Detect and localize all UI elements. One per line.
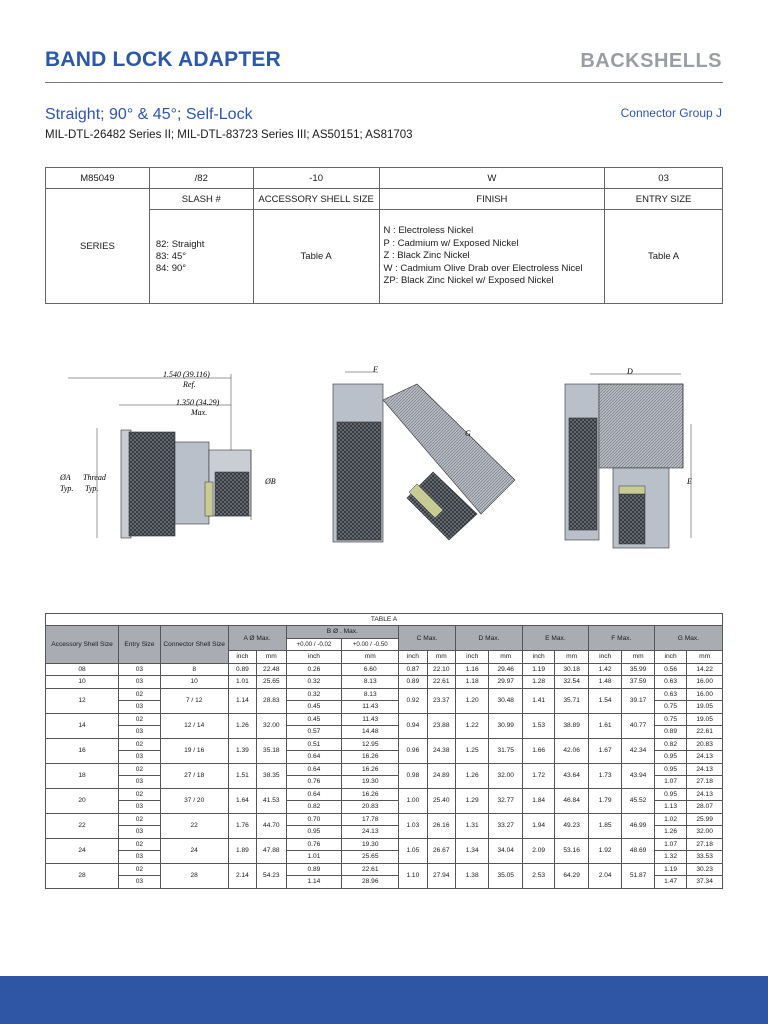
connector-shell-size-cell: 10 bbox=[160, 676, 228, 689]
g-mm-cell: 19.05 bbox=[687, 713, 723, 726]
d-mm-cell: 34.04 bbox=[489, 838, 522, 863]
accessory-shell-size-cell: 14 bbox=[46, 713, 119, 738]
col-header-g: G Max. bbox=[654, 626, 722, 651]
g-inch-cell: 0.56 bbox=[654, 663, 686, 676]
b-mm-cell: 25.65 bbox=[342, 851, 399, 864]
b-inch-cell: 1.14 bbox=[286, 876, 342, 889]
b-mm-cell: 11.43 bbox=[342, 701, 399, 714]
overall-length-label: 1.540 (39.116) bbox=[163, 370, 210, 379]
unit-mm: mm bbox=[489, 651, 522, 664]
b-mm-cell: 19.30 bbox=[342, 776, 399, 789]
b-inch-cell: 0.64 bbox=[286, 788, 342, 801]
b-inch-cell: 0.26 bbox=[286, 663, 342, 676]
connector-shell-size-cell: 28 bbox=[160, 863, 228, 888]
thread-label: Thread bbox=[83, 473, 106, 482]
entry-size-cell: 03 bbox=[119, 751, 161, 764]
connector-shell-size-cell: 24 bbox=[160, 838, 228, 863]
g-mm-cell: 30.23 bbox=[687, 863, 723, 876]
a-inch-cell: 1.76 bbox=[228, 813, 256, 838]
b-mm-cell: 16.26 bbox=[342, 751, 399, 764]
b-inch-cell: 0.64 bbox=[286, 763, 342, 776]
unit-inch: inch bbox=[654, 651, 686, 664]
finish-option: ZP: Black Zinc Nickel w/ Exposed Nickel bbox=[383, 275, 554, 287]
unit-inch: inch bbox=[286, 651, 342, 664]
g-inch-cell: 0.75 bbox=[654, 713, 686, 726]
e-inch-cell: 2.53 bbox=[522, 863, 554, 888]
table-a-body bbox=[46, 663, 723, 888]
entry-size-cell: 03 bbox=[119, 663, 161, 676]
product-subtitle: Straight; 90° & 45°; Self-Lock bbox=[45, 106, 253, 123]
entry-size-cell: 03 bbox=[119, 676, 161, 689]
b-mm-cell: 6.60 bbox=[342, 663, 399, 676]
f-mm-cell: 43.94 bbox=[622, 763, 654, 788]
table-row bbox=[46, 738, 723, 751]
b-mm-cell: 16.26 bbox=[342, 788, 399, 801]
section-label: BACKSHELLS bbox=[580, 50, 722, 72]
f-mm-cell: 40.77 bbox=[622, 713, 654, 738]
technical-drawings bbox=[45, 360, 723, 550]
connector-shell-size-cell: 19 / 16 bbox=[160, 738, 228, 763]
g-mm-cell: 28.07 bbox=[687, 801, 723, 814]
g-mm-cell: 27.18 bbox=[687, 838, 723, 851]
b-mm-cell: 16.26 bbox=[342, 763, 399, 776]
g-mm-cell: 24.13 bbox=[687, 788, 723, 801]
a-mm-cell: 44.70 bbox=[257, 813, 286, 838]
entry-size-cell: 03 bbox=[119, 726, 161, 739]
f-inch-cell: 1.79 bbox=[588, 788, 621, 813]
g-inch-cell: 0.95 bbox=[654, 788, 686, 801]
footer-bar bbox=[0, 976, 768, 1024]
g-mm-cell: 19.05 bbox=[687, 701, 723, 714]
slash-options bbox=[149, 210, 253, 304]
spec-line: MIL-DTL-26482 Series II; MIL-DTL-83723 Series III; AS50151; AS81703 bbox=[45, 129, 413, 141]
entry-size-cell: 02 bbox=[119, 763, 161, 776]
unit-inch: inch bbox=[399, 651, 427, 664]
col-header-entry: Entry Size bbox=[119, 626, 161, 664]
g-mm-cell: 25.99 bbox=[687, 813, 723, 826]
f-mm-cell: 45.52 bbox=[622, 788, 654, 813]
e-inch-cell: 1.94 bbox=[522, 813, 554, 838]
unit-inch: inch bbox=[455, 651, 488, 664]
b-inch-cell: 0.82 bbox=[286, 801, 342, 814]
g-inch-cell: 0.82 bbox=[654, 738, 686, 751]
g-inch-cell: 0.95 bbox=[654, 751, 686, 764]
unit-inch: inch bbox=[228, 651, 256, 664]
e-mm-cell: 32.54 bbox=[555, 676, 588, 689]
g-mm-cell: 24.13 bbox=[687, 763, 723, 776]
col-header-d: D Max. bbox=[455, 626, 522, 651]
b-mm-cell: 22.61 bbox=[342, 863, 399, 876]
d-inch-cell: 1.26 bbox=[455, 763, 488, 788]
entry-size-cell: 03 bbox=[119, 776, 161, 789]
table-a bbox=[45, 613, 723, 889]
g-inch-cell: 1.26 bbox=[654, 826, 686, 839]
part-number-header-row bbox=[46, 189, 723, 210]
accessory-shell-size-cell: 12 bbox=[46, 688, 119, 713]
accessory-shell-size-cell: 08 bbox=[46, 663, 119, 676]
f-mm-cell: 37.59 bbox=[622, 676, 654, 689]
max-length-label: 1.350 (34.29) bbox=[176, 398, 220, 407]
c-inch-cell: 0.89 bbox=[399, 676, 427, 689]
e-mm-cell: 35.71 bbox=[555, 688, 588, 713]
e-inch-cell: 1.84 bbox=[522, 788, 554, 813]
entry-size-cell: 02 bbox=[119, 738, 161, 751]
unit-mm: mm bbox=[427, 651, 455, 664]
accessory-shell-size-cell: 16 bbox=[46, 738, 119, 763]
d-inch-cell: 1.16 bbox=[455, 663, 488, 676]
col-header-c: C Max. bbox=[399, 626, 456, 651]
g-mm-cell: 37.34 bbox=[687, 876, 723, 889]
f-mm-cell: 51.87 bbox=[622, 863, 654, 888]
col-header-e: E Max. bbox=[522, 626, 588, 651]
f-mm-cell: 42.34 bbox=[622, 738, 654, 763]
e-mm-cell: 43.64 bbox=[555, 763, 588, 788]
table-row bbox=[46, 788, 723, 801]
b-inch-cell: 0.45 bbox=[286, 713, 342, 726]
e-inch-cell: 1.28 bbox=[522, 676, 554, 689]
e-mm-cell: 64.29 bbox=[555, 863, 588, 888]
entry-size-cell: 03 bbox=[119, 851, 161, 864]
g-mm-cell: 24.13 bbox=[687, 751, 723, 764]
c-mm-cell: 25.40 bbox=[427, 788, 455, 813]
f-inch-cell: 1.54 bbox=[588, 688, 621, 713]
g-inch-cell: 1.19 bbox=[654, 863, 686, 876]
d-mm-cell: 33.27 bbox=[489, 813, 522, 838]
d-mm-cell: 30.99 bbox=[489, 713, 522, 738]
g-mm-cell: 16.00 bbox=[687, 676, 723, 689]
entry-size-cell: 03 bbox=[119, 826, 161, 839]
b-inch-cell: 0.32 bbox=[286, 676, 342, 689]
d-inch-cell: 1.29 bbox=[455, 788, 488, 813]
col-header-accessory: Accessory Shell Size bbox=[46, 626, 119, 664]
header-divider bbox=[45, 82, 723, 83]
connector-shell-size-cell: 37 / 20 bbox=[160, 788, 228, 813]
e-mm-cell: 42.06 bbox=[555, 738, 588, 763]
g-mm-cell: 22.61 bbox=[687, 726, 723, 739]
f-inch-cell: 1.92 bbox=[588, 838, 621, 863]
col-header-a: A Ø Max. bbox=[228, 626, 286, 651]
45-degree-adapter-drawing bbox=[333, 365, 515, 542]
finish-option: Z : Black Zinc Nickel bbox=[383, 250, 470, 262]
a-inch-cell: 1.01 bbox=[228, 676, 256, 689]
c-mm-cell: 24.89 bbox=[427, 763, 455, 788]
b-inch-cell: 0.45 bbox=[286, 701, 342, 714]
entry-size-cell: 02 bbox=[119, 713, 161, 726]
f-inch-cell: 1.42 bbox=[588, 663, 621, 676]
table-row bbox=[46, 676, 723, 689]
entry-size-cell: 03 bbox=[119, 701, 161, 714]
table-row bbox=[46, 863, 723, 876]
b-inch-cell: 1.01 bbox=[286, 851, 342, 864]
g-inch-cell: 0.63 bbox=[654, 676, 686, 689]
dimension-f-label: F bbox=[373, 365, 378, 374]
g-inch-cell: 0.95 bbox=[654, 763, 686, 776]
diameter-b-label: ØB bbox=[265, 477, 276, 486]
entry-size-cell: 03 bbox=[119, 801, 161, 814]
a-mm-cell: 35.18 bbox=[257, 738, 286, 763]
a-mm-cell: 32.00 bbox=[257, 713, 286, 738]
a-inch-cell: 0.89 bbox=[228, 663, 256, 676]
b-inch-cell: 0.64 bbox=[286, 751, 342, 764]
d-mm-cell: 29.46 bbox=[489, 663, 522, 676]
c-inch-cell: 0.98 bbox=[399, 763, 427, 788]
a-inch-cell: 1.64 bbox=[228, 788, 256, 813]
e-mm-cell: 53.16 bbox=[555, 838, 588, 863]
a-mm-cell: 41.53 bbox=[257, 788, 286, 813]
unit-mm: mm bbox=[257, 651, 286, 664]
b-inch-cell: 0.76 bbox=[286, 838, 342, 851]
f-inch-cell: 1.85 bbox=[588, 813, 621, 838]
d-inch-cell: 1.25 bbox=[455, 738, 488, 763]
a-inch-cell: 1.14 bbox=[228, 688, 256, 713]
b-mm-cell: 11.43 bbox=[342, 713, 399, 726]
slash-option: 84: 90° bbox=[155, 262, 187, 274]
slash-option: 83: 45° bbox=[155, 250, 187, 262]
90-degree-adapter-drawing bbox=[565, 367, 692, 548]
e-mm-cell: 46.84 bbox=[555, 788, 588, 813]
f-inch-cell: 1.73 bbox=[588, 763, 621, 788]
max-label: Max. bbox=[191, 408, 208, 417]
dimension-g-label: G bbox=[465, 429, 471, 438]
e-mm-cell: 38.89 bbox=[555, 713, 588, 738]
a-inch-cell: 1.26 bbox=[228, 713, 256, 738]
entry-size-cell: 02 bbox=[119, 688, 161, 701]
b-inch-cell: 0.57 bbox=[286, 726, 342, 739]
e-inch-cell: 1.53 bbox=[522, 713, 554, 738]
page-title: BAND LOCK ADAPTER bbox=[45, 48, 281, 71]
table-row bbox=[46, 663, 723, 676]
entry-size-cell: 03 bbox=[119, 876, 161, 889]
table-row bbox=[46, 813, 723, 826]
b-mm-cell: 8.13 bbox=[342, 676, 399, 689]
g-inch-cell: 1.02 bbox=[654, 813, 686, 826]
shell-size-header: ACCESSORY SHELL SIZE bbox=[253, 189, 379, 210]
unit-mm: mm bbox=[342, 651, 399, 664]
e-inch-cell: 2.09 bbox=[522, 838, 554, 863]
f-mm-cell: 39.17 bbox=[622, 688, 654, 713]
b-inch-cell: 0.95 bbox=[286, 826, 342, 839]
entry-size-header: ENTRY SIZE bbox=[605, 189, 723, 210]
unit-mm: mm bbox=[622, 651, 654, 664]
col-header-f: F Max. bbox=[588, 626, 654, 651]
table-row bbox=[46, 713, 723, 726]
entry-size-cell: 02 bbox=[119, 813, 161, 826]
g-mm-cell: 27.18 bbox=[687, 776, 723, 789]
f-mm-cell: 35.99 bbox=[622, 663, 654, 676]
finish-options bbox=[379, 210, 605, 304]
accessory-shell-size-cell: 22 bbox=[46, 813, 119, 838]
c-inch-cell: 0.87 bbox=[399, 663, 427, 676]
ref-label: Ref. bbox=[183, 380, 196, 389]
d-inch-cell: 1.38 bbox=[455, 863, 488, 888]
entry-size-cell: 02 bbox=[119, 838, 161, 851]
connector-shell-size-cell: 27 / 18 bbox=[160, 763, 228, 788]
table-title: TABLE A bbox=[46, 614, 723, 626]
b-inch-cell: 0.70 bbox=[286, 813, 342, 826]
b-inch-cell: 0.51 bbox=[286, 738, 342, 751]
f-mm-cell: 48.69 bbox=[622, 838, 654, 863]
a-mm-cell: 22.48 bbox=[257, 663, 286, 676]
e-mm-cell: 49.23 bbox=[555, 813, 588, 838]
b-mm-cell: 12.95 bbox=[342, 738, 399, 751]
c-inch-cell: 1.03 bbox=[399, 813, 427, 838]
typ-label: Typ. bbox=[60, 484, 74, 493]
f-inch-cell: 1.67 bbox=[588, 738, 621, 763]
accessory-shell-size-cell: 28 bbox=[46, 863, 119, 888]
c-inch-cell: 0.92 bbox=[399, 688, 427, 713]
f-inch-cell: 2.04 bbox=[588, 863, 621, 888]
connector-shell-size-cell: 7 / 12 bbox=[160, 688, 228, 713]
unit-mm: mm bbox=[687, 651, 723, 664]
part-number-table bbox=[45, 167, 723, 304]
d-inch-cell: 1.31 bbox=[455, 813, 488, 838]
f-inch-cell: 1.48 bbox=[588, 676, 621, 689]
b-inch-cell: 0.32 bbox=[286, 688, 342, 701]
b-mm-cell: 28.96 bbox=[342, 876, 399, 889]
g-inch-cell: 1.47 bbox=[654, 876, 686, 889]
e-inch-cell: 1.19 bbox=[522, 663, 554, 676]
typ-label: Typ. bbox=[85, 484, 99, 493]
a-mm-cell: 47.88 bbox=[257, 838, 286, 863]
g-inch-cell: 1.07 bbox=[654, 838, 686, 851]
slash-option: 82: Straight bbox=[155, 238, 205, 250]
slash-header: SLASH # bbox=[149, 189, 253, 210]
g-inch-cell: 1.32 bbox=[654, 851, 686, 864]
g-inch-cell: 0.89 bbox=[654, 726, 686, 739]
code-cell: -10 bbox=[253, 168, 379, 189]
entry-size-cell: 02 bbox=[119, 788, 161, 801]
code-cell: /82 bbox=[149, 168, 253, 189]
accessory-shell-size-cell: 24 bbox=[46, 838, 119, 863]
d-inch-cell: 1.22 bbox=[455, 713, 488, 738]
c-inch-cell: 1.00 bbox=[399, 788, 427, 813]
a-mm-cell: 28.83 bbox=[257, 688, 286, 713]
g-inch-cell: 1.07 bbox=[654, 776, 686, 789]
c-mm-cell: 22.61 bbox=[427, 676, 455, 689]
table-row bbox=[46, 838, 723, 851]
d-inch-cell: 1.20 bbox=[455, 688, 488, 713]
straight-adapter-drawing bbox=[59, 370, 276, 538]
diameter-a-label: ØA bbox=[60, 473, 71, 482]
g-mm-cell: 14.22 bbox=[687, 663, 723, 676]
d-mm-cell: 35.05 bbox=[489, 863, 522, 888]
b-mm-cell: 19.30 bbox=[342, 838, 399, 851]
part-number-code-row bbox=[46, 168, 723, 189]
connector-shell-size-cell: 8 bbox=[160, 663, 228, 676]
a-inch-cell: 1.51 bbox=[228, 763, 256, 788]
code-cell: M85049 bbox=[46, 168, 150, 189]
c-inch-cell: 0.96 bbox=[399, 738, 427, 763]
accessory-shell-size-cell: 18 bbox=[46, 763, 119, 788]
code-cell: W bbox=[379, 168, 605, 189]
c-mm-cell: 22.10 bbox=[427, 663, 455, 676]
dimension-e-label: E bbox=[687, 477, 692, 486]
d-inch-cell: 1.34 bbox=[455, 838, 488, 863]
d-mm-cell: 30.48 bbox=[489, 688, 522, 713]
g-mm-cell: 33.53 bbox=[687, 851, 723, 864]
a-inch-cell: 1.39 bbox=[228, 738, 256, 763]
a-inch-cell: 2.14 bbox=[228, 863, 256, 888]
a-mm-cell: 38.35 bbox=[257, 763, 286, 788]
c-mm-cell: 27.94 bbox=[427, 863, 455, 888]
c-inch-cell: 0.94 bbox=[399, 713, 427, 738]
c-mm-cell: 26.67 bbox=[427, 838, 455, 863]
c-mm-cell: 24.38 bbox=[427, 738, 455, 763]
c-mm-cell: 23.88 bbox=[427, 713, 455, 738]
a-mm-cell: 54.23 bbox=[257, 863, 286, 888]
b-mm-cell: 20.83 bbox=[342, 801, 399, 814]
accessory-shell-size-cell: 10 bbox=[46, 676, 119, 689]
accessory-shell-size-cell: 20 bbox=[46, 788, 119, 813]
col-header-b: B Ø . Max. bbox=[286, 626, 399, 639]
g-inch-cell: 1.13 bbox=[654, 801, 686, 814]
unit-mm: mm bbox=[555, 651, 588, 664]
b-mm-cell: 24.13 bbox=[342, 826, 399, 839]
g-mm-cell: 16.00 bbox=[687, 688, 723, 701]
connector-shell-size-cell: 12 / 14 bbox=[160, 713, 228, 738]
connector-shell-size-cell: 22 bbox=[160, 813, 228, 838]
e-inch-cell: 1.41 bbox=[522, 688, 554, 713]
g-mm-cell: 20.83 bbox=[687, 738, 723, 751]
d-mm-cell: 29.97 bbox=[489, 676, 522, 689]
connector-group: Connector Group J bbox=[620, 106, 722, 120]
series-label: SERIES bbox=[46, 189, 150, 304]
d-mm-cell: 32.77 bbox=[489, 788, 522, 813]
b-mm-cell: 8.13 bbox=[342, 688, 399, 701]
g-inch-cell: 0.63 bbox=[654, 688, 686, 701]
g-mm-cell: 32.00 bbox=[687, 826, 723, 839]
c-mm-cell: 26.16 bbox=[427, 813, 455, 838]
unit-inch: inch bbox=[588, 651, 621, 664]
table-row bbox=[46, 763, 723, 776]
f-mm-cell: 46.99 bbox=[622, 813, 654, 838]
c-inch-cell: 1.05 bbox=[399, 838, 427, 863]
shell-size-value: Table A bbox=[253, 210, 379, 304]
f-inch-cell: 1.61 bbox=[588, 713, 621, 738]
b-inch-cell: 0.76 bbox=[286, 776, 342, 789]
entry-size-cell: 02 bbox=[119, 863, 161, 876]
entry-size-value: Table A bbox=[605, 210, 723, 304]
dimension-d-label: D bbox=[627, 367, 633, 376]
g-inch-cell: 0.75 bbox=[654, 701, 686, 714]
b-inch-cell: 0.89 bbox=[286, 863, 342, 876]
col-header-b-tolerance: +0.00 / -0.50 bbox=[342, 638, 399, 651]
table-row bbox=[46, 688, 723, 701]
e-mm-cell: 30.18 bbox=[555, 663, 588, 676]
b-mm-cell: 14.48 bbox=[342, 726, 399, 739]
unit-inch: inch bbox=[522, 651, 554, 664]
a-mm-cell: 25.65 bbox=[257, 676, 286, 689]
c-inch-cell: 1.10 bbox=[399, 863, 427, 888]
finish-option: P : Cadmium w/ Exposed Nickel bbox=[383, 237, 519, 249]
finish-header: FINISH bbox=[379, 189, 605, 210]
b-mm-cell: 17.78 bbox=[342, 813, 399, 826]
e-inch-cell: 1.72 bbox=[522, 763, 554, 788]
d-mm-cell: 31.75 bbox=[489, 738, 522, 763]
col-header-connector: Connector Shell Size bbox=[160, 626, 228, 664]
col-header-b-tolerance: +0.00 / -0.02 bbox=[286, 638, 342, 651]
d-mm-cell: 32.00 bbox=[489, 763, 522, 788]
a-inch-cell: 1.89 bbox=[228, 838, 256, 863]
finish-option: N : Electroless Nickel bbox=[383, 225, 474, 237]
d-inch-cell: 1.18 bbox=[455, 676, 488, 689]
finish-option: W : Cadmium Olive Drab over Electroless Nicel bbox=[383, 262, 583, 274]
e-inch-cell: 1.66 bbox=[522, 738, 554, 763]
code-cell: 03 bbox=[605, 168, 723, 189]
c-mm-cell: 23.37 bbox=[427, 688, 455, 713]
